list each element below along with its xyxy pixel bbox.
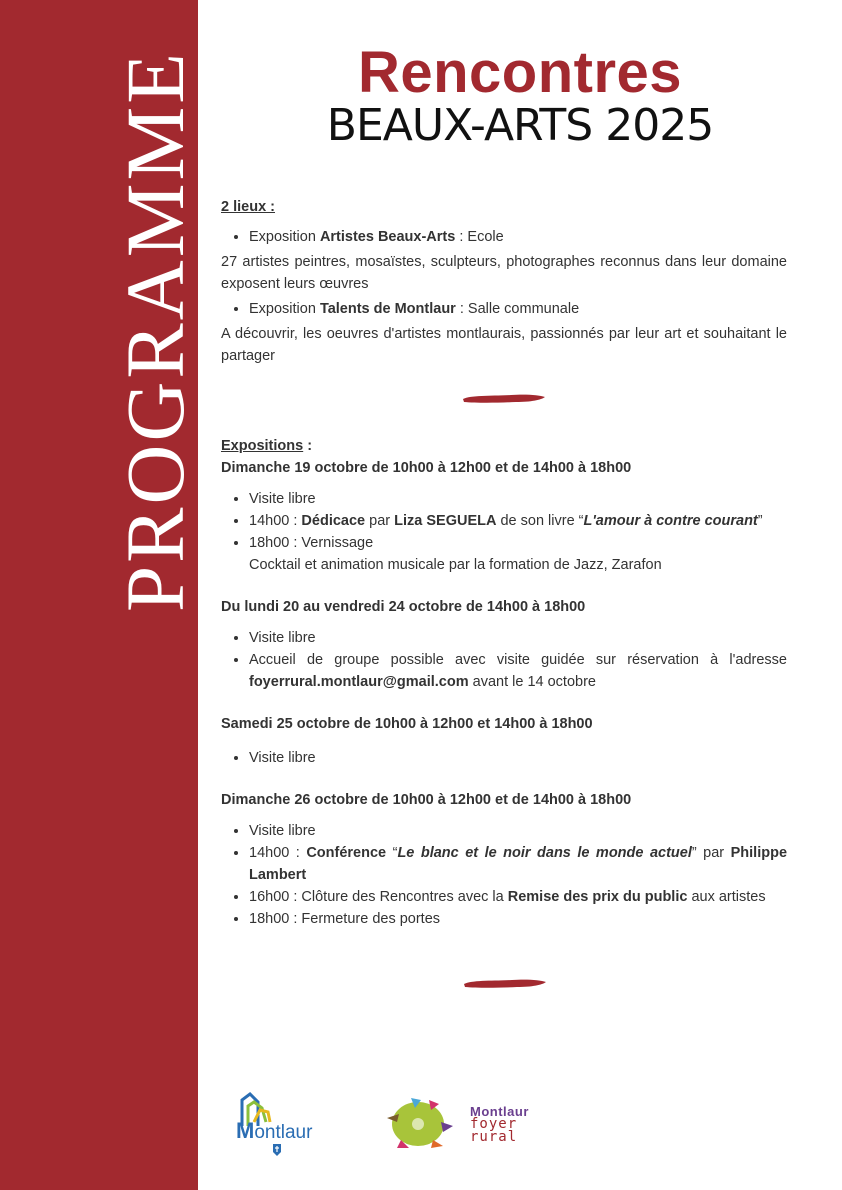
day-1-item-vernissage: • 18h00 : Vernissage Cocktail et animation musicale par la formation de Jazz, Zarafon — [249, 532, 787, 576]
lieu-ecole-description: 27 artistes peintres, mosaïstes, sculpteurs, photographes reconnus dans leur domaine exposent leurs œuvres — [221, 254, 787, 292]
day-4-item-conference: • 14h00 : Conférence “Le blanc et le noir dans le monde actuel” par Philippe Lambert — [249, 842, 787, 886]
page-title: Rencontres — [357, 40, 683, 105]
montlaur-logo: Montlaur — [236, 1092, 316, 1158]
day-4-item-visite: • Visite libre — [249, 820, 787, 842]
day-2-date: Du lundi 20 au vendredi 24 octobre de 14h00 à 18h00 — [221, 599, 586, 615]
day-1-item-dedicace: • 14h00 : Dédicace par Liza SEGUELA de son livre “L'amour à contre courant” — [249, 510, 787, 532]
expositions-section: Expositions : Dimanche 19 octobre de 10h00 à 12h00 et de 14h00 à 18h00 • Visite libre • 14h00 : Dédicace par Liza SEGUELA de son livre “L'amour à contre courant” • 18h00 : Vernissage Cocktail et animation musicale par la formation de Jazz, Zarafon Du lundi 20 au vendredi 24 octobre de 14h00 à 18h00 • Visite libre • Accueil de groupe possible avec visite guidée sur réservation à l'adresse foyerrural.montlaur@gmail.com avant le 14 octobre Samedi 25 octobre de 10h00 à 12h00 et 14h00 à 18h00 • Visite libre Dimanche 26 octobre de 10h00 à 12h00 et de 14h00 à 18h00 • Visite libre • 14h00 : Conférence “Le blanc et le noir dans le monde actuel” par Philippe Lambert • 16h00 : Clôture des Rencontres avec la Remise des prix du public aux artistes • 18h00 : Fermeture des portes — [221, 435, 787, 930]
title-block — [198, 40, 842, 150]
lieu-item-ecole: • Exposition Artistes Beaux-Arts : Ecole — [249, 226, 787, 248]
expositions-heading: Expositions — [221, 438, 304, 454]
foyer-rural-wordmark — [470, 1105, 550, 1145]
day-2-item-visite: • Visite libre — [249, 627, 787, 649]
day-1-date: Dimanche 19 octobre de 10h00 à 12h00 et de 14h00 à 18h00 — [221, 460, 632, 476]
brush-divider-icon — [462, 977, 548, 991]
contact-email: foyerrural.montlaur@gmail.com — [249, 674, 469, 690]
foyer-rural-flower-icon — [385, 1096, 455, 1152]
day-3-date: Samedi 25 octobre de 10h00 à 12h00 et 14h00 à 18h00 — [221, 716, 593, 732]
programme-vertical-title: PROGRAMME — [109, 49, 201, 612]
montlaur-logo-text: ontlaur — [254, 1122, 313, 1143]
day-1-item-visite: • Visite libre — [249, 488, 787, 510]
lieux-section — [221, 196, 787, 367]
brush-divider-icon — [461, 392, 547, 406]
foyer-rural-line3: rural — [470, 1129, 518, 1145]
foyer-rural-emblem — [385, 1096, 455, 1152]
page-subtitle: BEAUX-ARTS 2025 — [326, 100, 714, 151]
sidebar-band — [0, 0, 201, 1190]
foyer-rural-line2: foyer — [470, 1116, 518, 1132]
lieux-heading: 2 lieux : — [221, 199, 275, 215]
day-3-item-visite: • Visite libre — [249, 747, 787, 769]
lieu-item-salle: • Exposition Talents de Montlaur : Salle communale — [249, 298, 787, 320]
day-4-item-fermeture: • 18h00 : Fermeture des portes — [249, 908, 787, 930]
day-2-item-accueil: • Accueil de groupe possible avec visite guidée sur réservation à l'adresse foyerrural.montlaur@gmail.com avant le 14 octobre — [249, 649, 787, 693]
lieu-salle-description: A découvrir, les oeuvres d'artistes montlaurais, passionnés par leur art et souhaitant le partager — [221, 326, 787, 364]
day-4-item-cloture: • 16h00 : Clôture des Rencontres avec la Remise des prix du public aux artistes — [249, 886, 787, 908]
foyer-rural-line1: Montlaur — [470, 1104, 529, 1119]
day-4-date: Dimanche 26 octobre de 10h00 à 12h00 et de 14h00 à 18h00 — [221, 792, 632, 808]
